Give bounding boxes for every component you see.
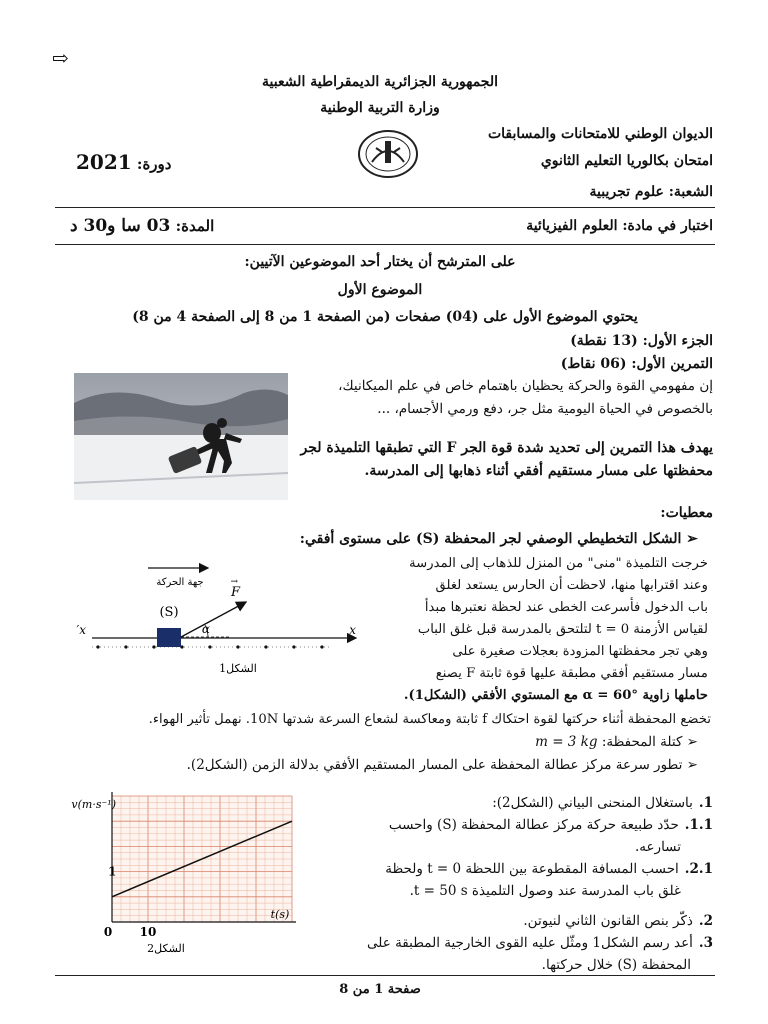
question-1: [313, 792, 713, 814]
question-2-number: 2.: [698, 913, 713, 929]
axis-x-label: x: [349, 623, 356, 637]
motion-direction-label: جهة الحركة: [156, 577, 204, 588]
schoolbag-body: [157, 628, 181, 647]
goal-line2: محفظتها على مسار مستقيم أفقي أثناء ذهابها إلى المدرسة.: [364, 463, 713, 479]
subject-divider: [55, 244, 715, 245]
figure1-caption: الشكل1: [219, 662, 257, 675]
question-1-1: [313, 814, 713, 836]
description-block: [378, 553, 708, 707]
figure2-velocity-chart: [71, 786, 302, 956]
student-dragging-bag-photo: [74, 373, 288, 500]
bullet-schematic-title: ➢ الشكل التخطيطي الوصفي لجر المحفظة (S) على مستوى أفقي:: [300, 531, 698, 547]
question-1-2-cont: غلق باب المدرسة عند وصول التلميذة t = 50 s.: [409, 883, 681, 899]
body-label: (S): [159, 605, 179, 620]
mass-bullet: [535, 734, 698, 750]
figure2-caption: الشكل2: [147, 942, 185, 955]
force-F-label: F: [230, 585, 240, 600]
question-3-cont: المحفظة (S) خلال حركتها.: [541, 957, 691, 973]
intro-paragraph-line1: إن مفهومي القوة والحركة يحظيان باهتمام خاص في علم الميكانيك،: [338, 378, 713, 394]
duration-value: 03 سا و30 د: [70, 216, 171, 236]
force-arrow-mark: →: [230, 577, 238, 587]
question-1-2-number: 2.1.: [684, 861, 713, 877]
pages-note: يحتوي الموضوع الأول على (04) صفحات (من الصفحة 1 من 8 إلى الصفحة 4 من 8): [132, 309, 638, 325]
question-1-1-cont: تسارعه.: [634, 839, 681, 855]
republic-title: الجمهورية الجزائرية الديمقراطية الشعبية: [261, 74, 498, 90]
friction-statement: تخضع المحفظة أثناء حركتها لقوة احتكاك f ثابتة ومعاكسة لشعاع السرعة شدتها 10N. نهمل تأثير الهواء.: [148, 712, 711, 727]
arrow-icon: ⇨: [52, 46, 69, 70]
exercise-title: التمرين الأول: (06 نقاط): [560, 356, 713, 372]
x-tick-label-10: 10: [139, 925, 157, 939]
mass-label: كتلة المحفظة:: [601, 734, 683, 750]
session-label: دورة:: [136, 155, 172, 173]
force-F-arrow: [181, 602, 246, 637]
x-axis-label: t(s): [270, 908, 290, 921]
desc-line: خرجت التلميذة "منى" من المنزل للذهاب إلى المدرسة: [409, 556, 708, 571]
mass-value: m = 3 kg: [535, 734, 598, 750]
questions-block: [313, 792, 713, 976]
ministry-seal-icon: [356, 128, 420, 180]
question-1-number: 1.: [698, 795, 713, 811]
desc-line: باب الدخول فأسرعت الخطى عند لحظة نعتبرها مبدأ: [424, 600, 708, 615]
goal-line1: يهدف هذا التمرين إلى تحديد شدة قوة الجر F التي تطبقها التلميذة لجر: [300, 440, 713, 456]
page-number: صفحة 1 من 8: [339, 982, 421, 997]
y-axis-label: v(m·s⁻¹): [71, 798, 116, 811]
question-1-1-text: حدّد طبيعة حركة مركز عطالة المحفظة (S) واحسب: [388, 817, 679, 833]
desc-line: مسار مستقيم أفقي مطبقة عليها قوة ثابتة F يصنع: [435, 666, 708, 681]
topic-title: الموضوع الأول: [337, 282, 423, 298]
desc-line: حاملها زاوية α = 60° مع المستوي الأفقي (الشكل1).: [403, 688, 708, 703]
desc-line: وعند اقترابها منها، لاحظت أن الحارس يستعد لغلق: [435, 578, 708, 593]
desc-line: لقياس الأزمنة t = 0 لتلتحق بالمدرسة قبل غلق الباب: [417, 622, 708, 637]
duration: [70, 216, 214, 236]
question-3-text: أعد رسم الشكل1 ومثّل عليه القوى الخارجية المطبقة على: [367, 935, 693, 951]
session-year: 2021: [76, 150, 132, 174]
x-tick-label-0: 0: [103, 925, 113, 939]
duration-label: المدة:: [175, 217, 215, 235]
desc-line: وهي تجر محفظتها المزودة بعجلات صغيرة على: [452, 644, 708, 659]
ministry-title: وزارة التربية الوطنية: [320, 100, 440, 116]
y-tick-label-1: 1: [108, 864, 117, 879]
velocity-bullet: ➢ تطور سرعة مركز عطالة المحفظة على المسار المستقيم الأفقي بدلالة الزمن (الشكل2).: [187, 757, 698, 773]
session: [76, 150, 171, 174]
stream-title: الشعبة: علوم تجريبية: [589, 184, 713, 200]
question-1-2-text: احسب المسافة المقطوعة بين اللحظة t = 0 ولحظة: [385, 861, 679, 877]
question-2: [313, 910, 713, 932]
exam-title: امتحان بكالوريا التعليم الثانوي: [540, 153, 713, 169]
axis-xprime-label: x′: [76, 623, 86, 637]
part-title: الجزء الأول: (13 نقطة): [570, 333, 713, 349]
angle-alpha-label: α: [201, 622, 210, 636]
footer-divider: [55, 975, 715, 976]
data-title: معطيات:: [660, 505, 713, 521]
office-title: الديوان الوطني للامتحانات والمسابقات: [487, 126, 713, 142]
choose-instruction: على المترشح أن يختار أحد الموضوعين الآتيين:: [244, 254, 516, 270]
header-divider: [55, 207, 715, 208]
question-2-text: ذكّر بنص القانون الثاني لنيوتن.: [523, 913, 693, 929]
subject-title: اختبار في مادة: العلوم الفيزيائية: [526, 218, 713, 234]
figure1-diagram: [76, 560, 370, 680]
question-3-number: 3.: [698, 935, 713, 951]
question-1-1-number: 1.1.: [684, 817, 713, 833]
question-1-text: باستغلال المنحنى البياني (الشكل2):: [492, 795, 693, 811]
question-1-2: [313, 858, 713, 880]
intro-paragraph-line2: بالخصوص في الحياة اليومية مثل جر، دفع ورمي الأجسام، ...: [377, 401, 713, 417]
question-3: [313, 932, 713, 954]
